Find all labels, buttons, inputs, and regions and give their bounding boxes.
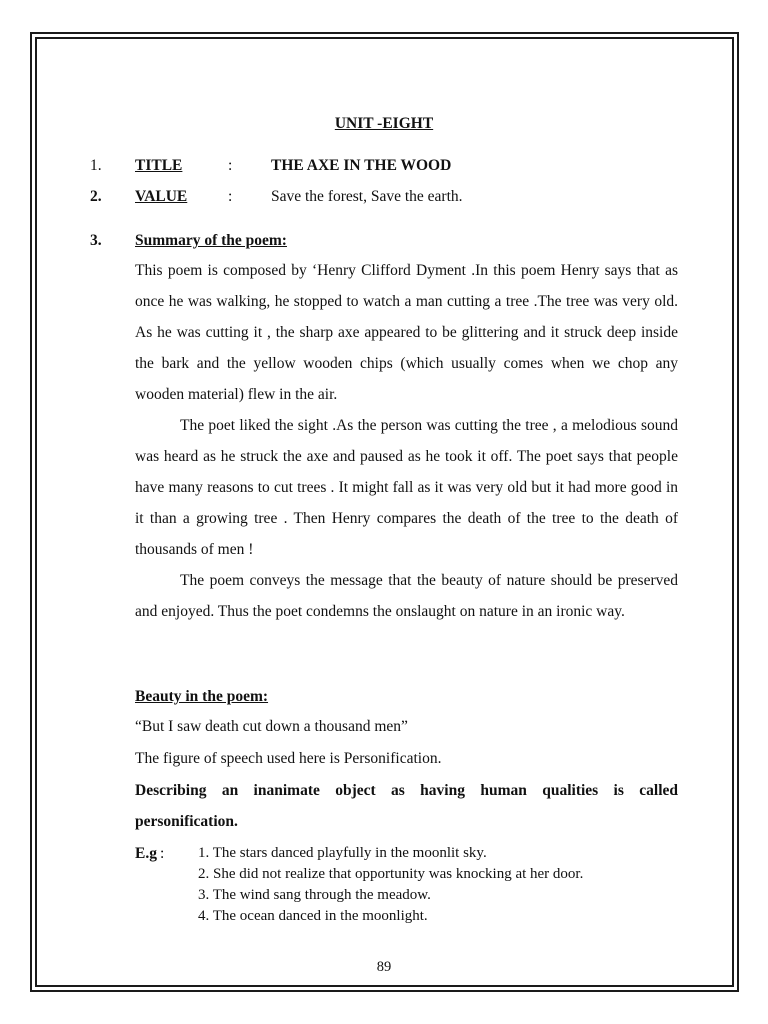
summary-number: 3. bbox=[90, 232, 102, 249]
summary-paragraph-1: This poem is composed by ‘Henry Clifford Dyment .In this poem Henry says that as once he was walking, he stopped to watch a man cutting a tree .The tree was very old. As he was cutting it , the sharp axe appeared to be glittering and it struck deep inside the bark and the yellow wooden chips (which usually comes when we chop any wooden material) flew in the air. bbox=[135, 262, 678, 403]
page-number: 89 bbox=[376, 959, 392, 975]
summary-paragraph-2: The poet liked the sight .As the person was cutting the tree , a melodious sound was heard as he struck the axe and paused as he took it off. The poet says that people have many reasons to cut trees . It might fall as it was very old but it had more good in it than a growing tree . Then Henry compares the death of the tree to the death of thousands of men ! bbox=[135, 417, 678, 558]
figure-of-speech-line: The figure of speech used here is Personification. bbox=[135, 750, 442, 767]
title-colon: : bbox=[228, 157, 233, 174]
value-text: Save the forest, Save the earth. bbox=[271, 188, 463, 205]
eg-colon: : bbox=[160, 845, 165, 862]
eg-label: E.g bbox=[135, 845, 157, 862]
summary-paragraph-3: The poem conveys the message that the beauty of nature should be preserved and enjoyed. Thus the poet condemns the onslaught on nature in an ironic way. bbox=[135, 572, 678, 620]
value-label: VALUE bbox=[135, 188, 188, 205]
example-item: 1. The stars danced playfully in the moonlit sky. bbox=[198, 845, 487, 861]
value-colon: : bbox=[228, 188, 233, 205]
value-number: 2. bbox=[90, 188, 102, 205]
beauty-quote: “But I saw death cut down a thousand men” bbox=[135, 718, 408, 735]
unit-heading: UNIT -EIGHT bbox=[334, 115, 434, 132]
summary-heading: Summary of the poem: bbox=[135, 232, 287, 249]
poem-title: THE AXE IN THE WOOD bbox=[271, 157, 452, 174]
example-item: 4. The ocean danced in the moonlight. bbox=[198, 908, 428, 924]
example-item: 3. The wind sang through the meadow. bbox=[198, 887, 431, 903]
title-label: TITLE bbox=[135, 157, 183, 174]
beauty-heading: Beauty in the poem: bbox=[135, 688, 269, 705]
example-item: 2. She did not realize that opportunity was knocking at her door. bbox=[198, 866, 584, 882]
personification-definition: Describing an inanimate object as having human qualities is called personification. bbox=[135, 782, 678, 830]
title-number: 1. bbox=[90, 157, 102, 174]
